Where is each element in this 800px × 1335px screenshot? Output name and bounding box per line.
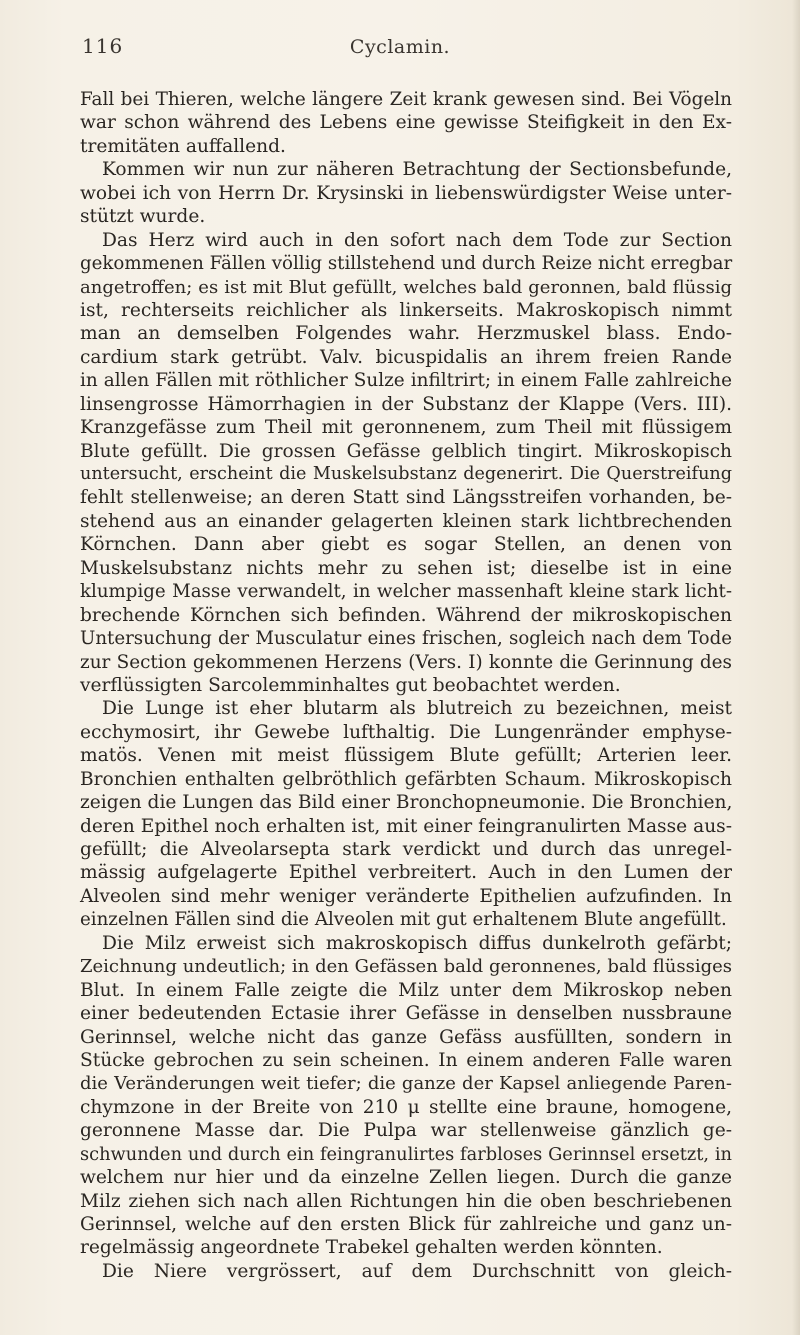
text-line: geronnene Masse dar. Die Pulpa war stellenweise gänzlich ge-: [80, 1120, 732, 1142]
text-line: welchem nur hier und da einzelne Zellen liegen. Durch die ganze: [80, 1167, 732, 1189]
text-line: Untersuchung der Musculatur eines frischen, sogleich nach dem Tode: [80, 628, 732, 650]
text-line: stehend aus an einander gelagerten kleinen stark lichtbrechenden: [80, 510, 732, 532]
text-line: untersucht, erscheint die Muskelsubstanz degenerirt. Die Querstreifung: [80, 464, 732, 484]
text-line: Körnchen. Dann aber giebt es sogar Stellen, an denen von: [80, 534, 732, 556]
text-line: Die Niere vergrössert, auf dem Durchschnitt von gleich-: [102, 1260, 732, 1282]
text-line: Blut. In einem Falle zeigte die Milz unter dem Mikroskop neben: [80, 979, 732, 1001]
text-line: regelmässig angeordnete Trabekel gehalten werden könnten.: [80, 1237, 663, 1259]
text-line: angetroffen; es ist mit Blut gefüllt, welches bald geronnen, bald flüssig: [80, 276, 732, 298]
text-line: gefüllt; die Alveolarsepta stark verdickt und durch das unregel-: [80, 839, 732, 860]
text-line: Blute gefüllt. Die grossen Gefässe gelblich tingirt. Mikroskopisch: [80, 440, 732, 462]
text-line: Zeichnung undeutlich; in den Gefässen bald geronnenes, bald flüssiges: [80, 956, 732, 978]
text-line: cardium stark getrübt. Valv. bicuspidalis an ihrem freien Rande: [80, 346, 732, 368]
text-line: Das Herz wird auch in den sofort nach dem Tode zur Section: [102, 229, 732, 251]
text-line: Bronchien enthalten gelbröthlich gefärbten Schaum. Mikroskopisch: [80, 768, 732, 790]
text-line: zeigen die Lungen das Bild einer Bronchopneumonie. Die Bronchien,: [80, 792, 733, 814]
text-line: Gerinnsel, welche auf den ersten Blick für zahlreiche und ganz un-: [80, 1214, 732, 1235]
text-line: zur Section gekommenen Herzens (Vers. I) konnte die Gerinnung des: [80, 651, 732, 673]
text-line: war schon während des Lebens eine gewisse Steifigkeit in den Ex-: [80, 112, 732, 134]
text-line: wobei ich von Herrn Dr. Krysinski in liebenswürdigster Weise unter-: [80, 182, 732, 204]
text-line: man an demselben Folgendes wahr. Herzmuskel blass. Endo-: [80, 323, 732, 345]
text-line: verflüssigten Sarcolemminhaltes gut beobachtet werden.: [80, 674, 621, 696]
text-line: fehlt stellenweise; an deren Statt sind Längsstreifen vorhanden, be-: [80, 487, 732, 509]
text-line: chymzone in der Breite von 210 μ stellte eine braune, homogene,: [80, 1096, 732, 1118]
text-line: tremitäten auffallend.: [80, 135, 286, 157]
text-line: matös. Venen mit meist flüssigem Blute gefüllt; Arterien leer.: [80, 745, 732, 767]
body-text: [80, 88, 732, 1283]
text-line: deren Epithel noch erhalten ist, mit einer feingranulirten Masse aus-: [80, 815, 732, 837]
text-line: Stücke gebrochen zu sein scheinen. In einem anderen Falle waren: [80, 1049, 732, 1071]
page-edge-shadow: [792, 0, 800, 1335]
text-line: einer bedeutenden Ectasie ihrer Gefässe in denselben nussbraune: [80, 1003, 732, 1025]
text-line: klumpige Masse verwandelt, in welcher massenhaft kleine stark licht-: [80, 581, 732, 603]
text-line: Muskelsubstanz nichts mehr zu sehen ist; dieselbe ist in eine: [80, 557, 732, 579]
text-line: ecchymosirt, ihr Gewebe lufthaltig. Die Lungenränder emphyse-: [80, 721, 732, 743]
text-line: Die Lunge ist eher blutarm als blutreich zu bezeichnen, meist: [102, 698, 732, 720]
text-line: Fall bei Thieren, welche längere Zeit krank gewesen sind. Bei Vögeln: [80, 89, 732, 110]
text-line: ist, rechterseits reichlicher als linkerseits. Makroskopisch nimmt: [80, 299, 732, 321]
text-line: einzelnen Fällen sind die Alveolen mit gut erhaltenem Blute angefüllt.: [80, 909, 727, 931]
text-line: brechende Körnchen sich befinden. Während der mikroskopischen: [80, 604, 732, 626]
text-line: Alveolen sind mehr weniger veränderte Epithelien aufzufinden. In: [80, 885, 732, 907]
text-line: schwunden und durch ein feingranulirtes farbloses Gerinnsel ersetzt, in: [80, 1143, 732, 1165]
text-line: die Veränderungen weit tiefer; die ganze der Kapsel anliegende Paren-: [80, 1073, 732, 1095]
page-number: 116: [82, 34, 124, 58]
text-line: Die Milz erweist sich makroskopisch diffus dunkelroth gefärbt;: [102, 932, 732, 954]
text-line: Kommen wir nun zur näheren Betrachtung der Sectionsbefunde,: [102, 159, 732, 181]
running-title: Cyclamin.: [349, 36, 451, 58]
text-line: linsengrosse Hämorrhagien in der Substanz der Klappe (Vers. III).: [80, 393, 732, 415]
text-line: Gerinnsel, welche nicht das ganze Gefäss ausfüllten, sondern in: [80, 1026, 732, 1048]
text-line: gekommenen Fällen völlig stillstehend und durch Reize nicht erregbar: [80, 253, 733, 275]
text-line: in allen Fällen mit röthlicher Sulze infiltrirt; in einem Falle zahlreiche: [80, 370, 732, 392]
text-line: mässig aufgelagerte Epithel verbreitert. Auch in den Lumen der: [80, 862, 732, 884]
text-line: Kranzgefässe zum Theil mit geronnenem, zum Theil mit flüssigem: [80, 417, 732, 439]
text-line: stützt wurde.: [80, 206, 206, 228]
text-line: Milz ziehen sich nach allen Richtungen hin die oben beschriebenen: [80, 1190, 732, 1212]
